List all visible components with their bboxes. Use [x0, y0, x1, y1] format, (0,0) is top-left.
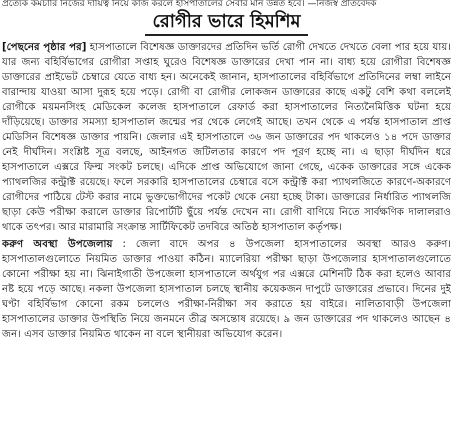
previous-article-fragment: প্রত্যেক কর্মচারি নিজের দায়িত্ব নিয়ে কাজ করলে হাসপাতালের সেবার মান উন্নত হবে। —নিজস্ব প্রতিবেদক	[2, 0, 377, 9]
article-body	[2, 40, 451, 430]
headline: রোগীর ভারে হিমশিম	[145, 10, 309, 36]
paragraph-1-text: হাসপাতালে বিশেষজ্ঞ ডাক্তারদের প্রতিদিন ভর্তি রোগী দেখতে দেখতে বেলা পার হয়ে যায়। যার জন্য বহির্বিভাগের রোগীরা সপ্তাহ ঘুরেও বিশেষজ্ঞ ডাক্তারের দেখা পান না। বাধ্য হয়ে রোগীরা বিশেষজ্ঞ ডাক্তারের প্রাইভেট চেম্বারে যেতে বাধ্য হন। অনেকেই জানান, হাসপাতালের বহির্বিভাগে প্রতিদিনের লম্বা লাইনে বারান্দায় যাওয়া আসা দুরূহ হয়ে পড়ে। রোগী বা রোগীর লোকজন ডাক্তারের কাছে একটু বেশি কথা বললেই রোগীকে ময়মনসিংহ মেডিকেল কলেজ হাসপাতালে রেফার্ড করা হাসপাতালের নিত্যনৈমিত্তিক ঘটনা হয়ে দাঁড়িয়েছে। ডাক্তার সমস্যা হাসপাতাল জন্মের পর থেকে লেগেই আছে। তখন থেকে এ পর্যন্ত হাসপাতাল প্রাপ্ত মেডিসিন বিশেষজ্ঞ ডাক্তার পায়নি। জেলার এই হাসপাতালে ৩৬ জন ডাক্তারের পদ থাকলেও ১৪ পদে ডাক্তার নেই দীর্ঘদিন। সংশ্লিষ্ট সূত্র বলছে, আইনগত জটিলতার কারণে পদ পূরণ হচ্ছে না। এ ছাড়া দীর্ঘদিন ধরে হাসপাতালে এক্সরে ফিল্ম সংকট চলছে। এদিকে প্রাপ্ত অভিযোগে জানা গেছে, একেক ডাক্তারের সঙ্গে একেক প্যাথলজির কন্ট্রাক্ট রয়েছে। ফলে সরকারি হাসপাতালের চেম্বারে বসে কন্ট্রাক্ট করা প্যাথলজিতে কারণে-অকারণে রোগীদের পাঠিয়ে টেস্ট করার নামে ভুক্তভোগীদের পকেট থেকে নেয়া হচ্ছে টাকা। ডাক্তারের নির্ধারিত প্যাথলজি ছাড়া কেউ পরীক্ষা করালে ডাক্তার রিপোর্টটি ছুঁয়ে পর্যন্ত দেখেন না। রোগী বাণিয়ে নিতে সার্বক্ষণিক দালালরাও থাকে তৎপর। আর মারামারি সংক্রান্ত সার্টিফিকেট তদবিরে অতিষ্ঠ হাসপাতাল কর্তৃপক্ষ।	[2, 42, 451, 233]
subheading: করুণ অবস্থা উপজেলায়	[2, 239, 113, 250]
continuation-tag: [পেছনের পৃষ্ঠার পর]	[2, 42, 87, 53]
paragraph-2-text: : জেলা বাদে অপর ৪ উপজেলা হাসপাতালের অবস্থা আরও করুণ। হাসপাতালগুলোতে নিয়মিত ডাক্তার পাওয়া কঠিন। ম্যালেরিয়া পরীক্ষা ছাড়া উপজেলার হাসপাতালগুলোতে কোনো পরীক্ষা হয় না। ঝিনাইগাতী উপজেলা হাসপাতালে অর্থযুগ পর এক্সরে মেশিনটি ঠিক করা হলেও আবার নষ্ট হয়ে পড়ে আছে। নকলা উপজেলা হাসপাতাল চলছে স্থানীয় কয়েকজন দাপুটে ডাক্তারের প্রভাবে। দিনের দুই ঘণ্টা বহির্বিভাগ কোনো রকম চললেও পরীক্ষা-নিরীক্ষা সব করাতে হয় বাইরে। নালিতাবাড়ী উপজেলা হাসপাতালের ডাক্তার উপস্থিতি নিয়ে জনমনে তীব্র অসন্তোষ রয়েছে। ৯ জন ডাক্তারের পদ থাকলেও আছেন ৪ জন। এসব ডাক্তার নিয়মিত থাকেন না বলে স্থানীয়রা অভিযোগ করেন।	[2, 239, 451, 340]
headline-container	[0, 10, 453, 36]
article-paragraph-1	[2, 40, 451, 235]
article-paragraph-2	[2, 237, 451, 342]
